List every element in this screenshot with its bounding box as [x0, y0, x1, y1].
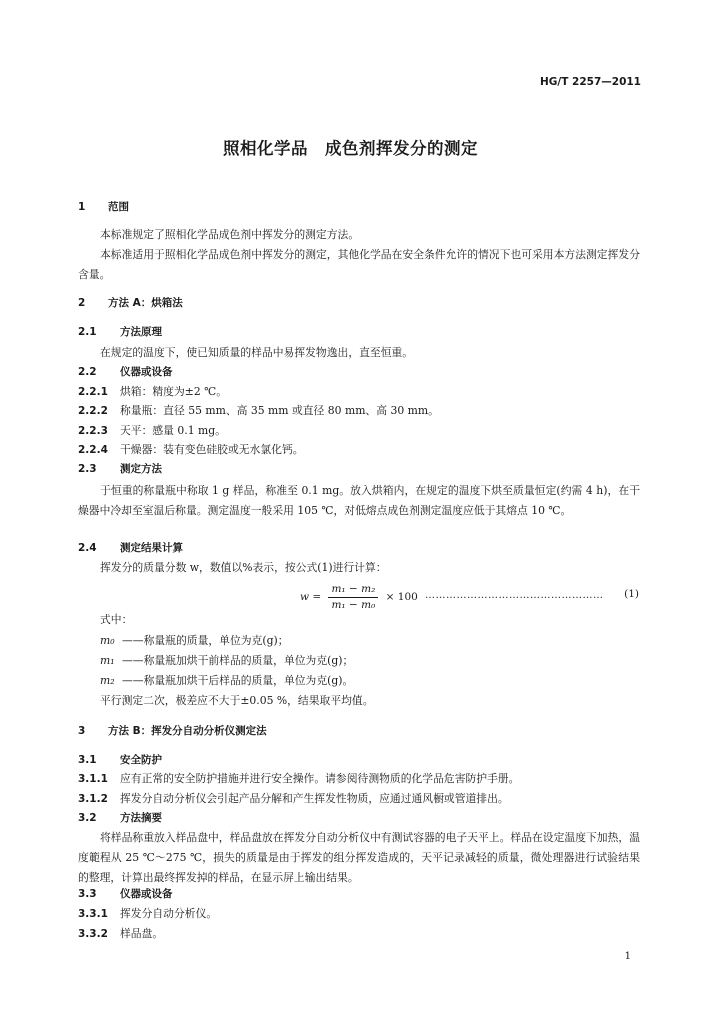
item-text: 天平：感量 0.1 mg。 [120, 424, 226, 437]
variable-definition [100, 656, 353, 667]
section-title: 测定方法 [120, 463, 162, 475]
paragraph: 平行测定二次，极差应不大于±0.05 %，结果取平均值。 [100, 694, 374, 707]
section-2-1-heading [78, 327, 162, 338]
list-item [78, 426, 226, 437]
section-3-3-heading [78, 889, 173, 900]
item-number: 2.2.3 [78, 425, 108, 437]
section-title: 测定结果计算 [120, 542, 183, 554]
document-title: 照相化学品 成色剂挥发分的测定 [223, 139, 478, 158]
section-title: 范围 [108, 201, 129, 213]
section-title: 仪器或设备 [120, 366, 173, 378]
section-2-3-heading [78, 464, 162, 475]
variable-symbol: m₀ [100, 634, 115, 647]
where-label: 式中： [100, 613, 133, 626]
section-number: 3.2 [78, 812, 97, 824]
item-number: 3.1.1 [78, 773, 108, 785]
item-number: 2.2.1 [78, 386, 108, 398]
list-item [78, 774, 519, 785]
section-number: 3.3 [78, 888, 97, 900]
leader-dots: …………………………………………… [425, 590, 604, 601]
variable-text: ——称量瓶的质量，单位为克(g)； [122, 634, 289, 647]
variable-symbol: m₁ [100, 654, 115, 667]
list-item [78, 445, 304, 456]
list-item [78, 794, 509, 805]
paragraph: 本标准规定了照相化学品成色剂中挥发分的测定方法。 [100, 228, 360, 241]
section-number: 3 [78, 725, 86, 737]
formula-fraction [328, 584, 378, 610]
list-item [78, 909, 217, 920]
section-3-heading [78, 726, 267, 737]
page-number: 1 [624, 951, 631, 962]
section-1-heading [78, 202, 129, 213]
paragraph: 于恒重的称量瓶中称取 1 g 样品，称准至 0.1 mg。放入烘箱内，在规定的温度下烘至质量恒定(约需 4 h)，在干燥器中冷却至室温后称量。测定温度一般采用 105 ℃，对低熔点成色剂测定温度应低于其熔点 10 ℃。 [78, 484, 640, 517]
item-text: 称量瓶：直径 55 mm、高 35 mm 或直径 80 mm、高 30 mm。 [120, 404, 439, 417]
section-number: 2.3 [78, 463, 97, 475]
formula-lhs: w = [300, 591, 322, 603]
formula-denominator: m₁ − m₀ [331, 598, 376, 611]
list-item [78, 387, 227, 398]
section-title: 方法 A：烘箱法 [108, 297, 183, 309]
paragraph: 挥发分的质量分数 w，数值以%表示，按公式(1)进行计算： [100, 561, 387, 574]
section-3-2-heading [78, 813, 162, 824]
equation-number: (1) [624, 588, 639, 600]
paragraph: 本标准适用于照相化学品成色剂中挥发分的测定，其他化学品在安全条件允许的情况下也可采用本方法测定挥发分含量。 [78, 248, 640, 281]
item-number: 3.1.2 [78, 793, 108, 805]
paragraph: 将样品称重放入样品盘中，样品盘放在挥发分自动分析仪中有测试容器的电子天平上。样品在设定温度下加热，温度範程从 25 ℃～275 ℃，损失的质量是由于挥发的组分挥发造成的，天平记录减轻的质量，微处理器进行试验结果的整理，计算出最终挥发掉的样品，在显示屏上输出结果。 [78, 831, 640, 884]
variable-text: ——称量瓶加烘干后样品的质量，单位为克(g)。 [122, 674, 354, 687]
section-title: 方法原理 [120, 326, 162, 338]
item-number: 3.3.2 [78, 928, 108, 940]
section-2-4-heading [78, 543, 183, 554]
variable-definition [100, 676, 353, 687]
section-title: 仪器或设备 [120, 888, 173, 900]
section-number: 1 [78, 201, 86, 213]
section-number: 2.1 [78, 326, 97, 338]
variable-definition [100, 636, 289, 647]
section-title: 方法 B：挥发分自动分析仪测定法 [108, 725, 267, 737]
section-3-1-heading [78, 755, 162, 766]
section-number: 2.4 [78, 542, 97, 554]
item-text: 挥发分自动分析仪会引起产品分解和产生挥发性物质，应通过通风橱或管道排出。 [120, 792, 509, 805]
formula-numerator: m₁ − m₂ [328, 584, 378, 598]
item-number: 2.2.4 [78, 444, 108, 456]
standard-code: HG/T 2257—2011 [539, 76, 641, 88]
item-number: 3.3.1 [78, 908, 108, 920]
section-2-2-heading [78, 367, 173, 378]
section-title: 安全防护 [120, 754, 162, 766]
item-text: 烘箱：精度为±2 ℃。 [120, 385, 228, 398]
item-text: 干燥器：装有变色硅胶或无水氯化钙。 [120, 443, 304, 456]
list-item [78, 406, 439, 417]
section-number: 3.1 [78, 754, 97, 766]
section-number: 2.2 [78, 366, 97, 378]
list-item [78, 929, 163, 940]
variable-symbol: m₂ [100, 674, 115, 687]
item-text: 挥发分自动分析仪。 [120, 907, 218, 920]
section-number: 2 [78, 297, 86, 309]
formula [300, 584, 418, 610]
item-text: 应有正常的安全防护措施并进行安全操作。请参阅待测物质的化学品危害防护手册。 [120, 772, 520, 785]
section-2-heading [78, 298, 183, 309]
variable-text: ——称量瓶加烘干前样品的质量，单位为克(g)； [122, 654, 354, 667]
formula-multiplier: × 100 [385, 591, 418, 603]
item-text: 样品盘。 [120, 927, 164, 940]
section-title: 方法摘要 [120, 812, 162, 824]
paragraph: 在规定的温度下，使已知质量的样品中易挥发物逸出，直至恒重。 [100, 346, 414, 359]
item-number: 2.2.2 [78, 405, 108, 417]
